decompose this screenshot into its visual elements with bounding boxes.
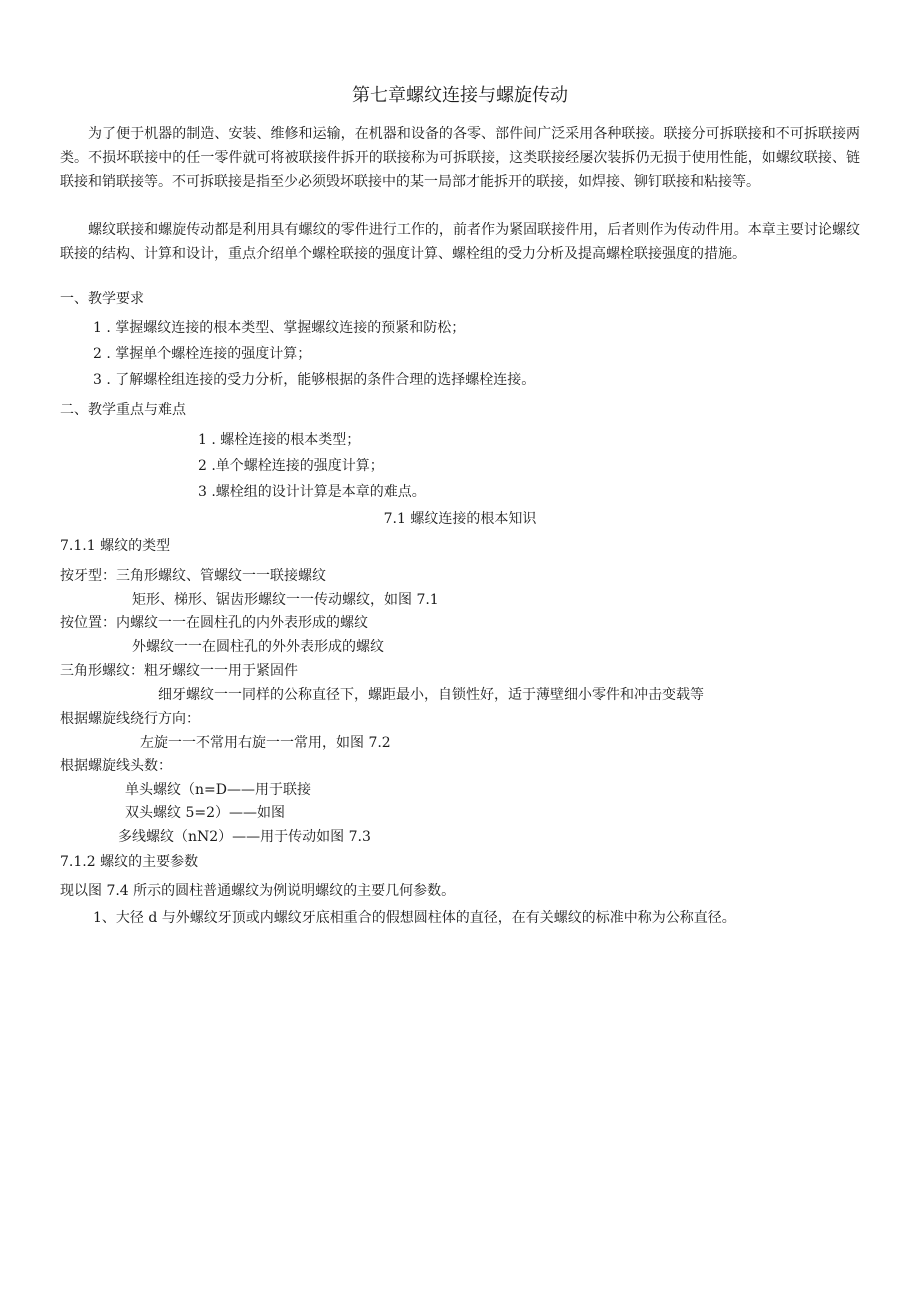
thread-type-line: 左旋一一不常用右旋一一常用，如图 7.2 xyxy=(140,735,391,751)
subsection-7-1-2-heading: 7.1.2 螺纹的主要参数 xyxy=(60,854,199,870)
thread-type-line: 单头螺纹（n=D——用于联接 xyxy=(125,782,311,798)
subsection-7-1-1-heading: 7.1.1 螺纹的类型 xyxy=(60,538,171,554)
thread-type-line: 矩形、梯形、锯齿形螺纹一一传动螺纹，如图 7.1 xyxy=(132,592,439,608)
thread-type-line: 根据螺旋线绕行方向： xyxy=(60,711,200,727)
thread-type-line: 外螺纹一一在圆柱孔的外外表形成的螺纹 xyxy=(132,639,384,655)
thread-type-line: 双头螺纹 5=2）——如图 xyxy=(125,805,285,821)
thread-type-line: 按牙型：三角形螺纹、管螺纹一一联接螺纹 xyxy=(60,568,326,584)
thread-type-line: 细牙螺纹一一同样的公称直径下，螺距最小，自锁性好，适于薄壁细小零件和冲击变载等 xyxy=(158,687,704,703)
thread-type-line: 按位置：内螺纹一一在圆柱孔的内外表形成的螺纹 xyxy=(60,615,368,631)
thread-type-line: 三角形螺纹：粗牙螺纹一一用于紧固件 xyxy=(60,663,298,679)
intro-paragraph-2: 螺纹联接和螺旋传动都是利用具有螺纹的零件进行工作的，前者作为紧固联接件用，后者则作为传动件用。本章主要讨论螺纹联接的结构、计算和设计，重点介绍单个螺栓联接的强度计算、螺栓组的受力分析及提高螺栓联接强度的措施。 xyxy=(60,222,860,262)
thread-type-line: 多线螺纹（nN2）——用于传动如图 7.3 xyxy=(118,829,371,845)
requirement-item: 2 . 掌握单个螺栓连接的强度计算； xyxy=(93,346,312,362)
keypoint-item: 2 .单个螺栓连接的强度计算； xyxy=(198,458,384,474)
section-7-1-heading: 7.1 螺纹连接的根本知识 xyxy=(383,511,537,527)
intro-paragraph-1: 为了便于机器的制造、安装、维修和运输，在机器和设备的各零、部件间广泛采用各种联接。联接分可拆联接和不可拆联接两类。不损坏联接中的任一零件就可将被联接件拆开的联接称为可拆联接，这类联接经屡次装拆仍无损于使用性能，如螺纹联接、链联接和销联接等。不可拆联接是指至少必须毁坏联接中的某一局部才能拆开的联接，如焊接、铆钉联接和粘接等。 xyxy=(60,126,860,190)
keypoint-item: 3 .螺栓组的设计计算是本章的难点。 xyxy=(198,484,426,500)
chapter-title: 第七章螺纹连接与螺旋传动 xyxy=(352,85,568,106)
requirement-item: 3 . 了解螺栓组连接的受力分析，能够根据的条件合理的选择螺栓连接。 xyxy=(93,372,536,388)
section-2-heading: 二、教学重点与难点 xyxy=(60,402,186,418)
section-1-heading: 一、教学要求 xyxy=(60,291,144,307)
keypoint-item: 1 . 螺栓连接的根本类型； xyxy=(198,432,361,448)
requirement-item: 1 . 掌握螺纹连接的根本类型、掌握螺纹连接的预紧和防松； xyxy=(93,320,466,336)
thread-type-line: 根据螺旋线头数： xyxy=(60,758,172,774)
parameters-intro: 现以图 7.4 所示的圆柱普通螺纹为例说明螺纹的主要几何参数。 xyxy=(60,883,456,899)
parameter-major-diameter: 1、大径 d 与外螺纹牙顶或内螺纹牙底相重合的假想圆柱体的直径，在有关螺纹的标准中称为公称直径。 xyxy=(93,910,736,926)
